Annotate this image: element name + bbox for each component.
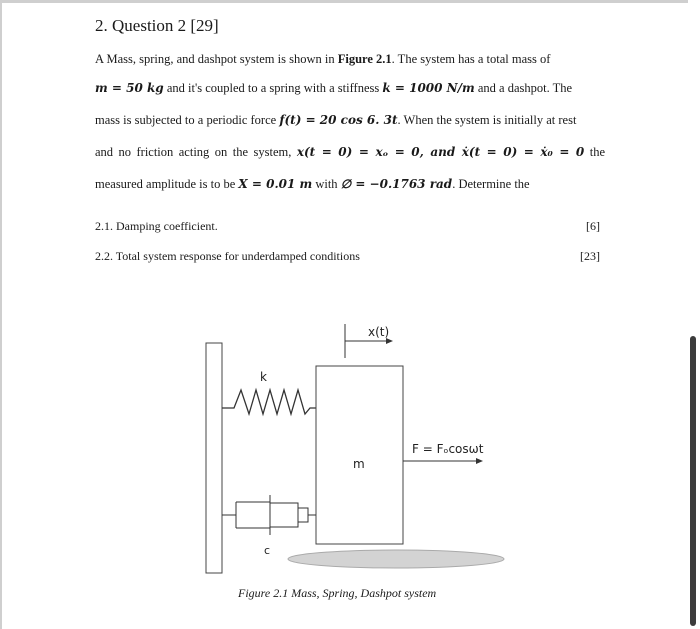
question-heading: 2. Question 2 [29] [95,16,219,35]
force-arrowhead [476,458,483,464]
spring-label: k [260,370,267,384]
fixed-wall [206,343,222,573]
mass-block [316,366,403,544]
mass-value: m = 50 kg [95,81,164,95]
text-span: . The system has a total mass of [391,52,551,66]
dashpot-piston-housing [270,503,298,527]
initial-conditions: x(t = 0) = xₒ = 0, and ẋ(t = 0) = ẋ₀ = 0 [296,145,585,159]
subquestion-marks: [23] [580,249,600,263]
text-span: A Mass, spring, and dashpot system is shown in [95,52,338,66]
damper-label: c [264,544,271,557]
displacement-label: x(t) [368,325,390,339]
subquestion-text: 2.1. Damping coefficient. [95,219,218,233]
stiffness-value: k = 1000 N/m [382,81,475,95]
text-span: the [589,145,606,159]
text-span: mass is subjected to a periodic force [95,113,280,127]
amplitude-value: X = 0.01 m [238,177,313,191]
figure-caption: Figure 2.1 Mass, Spring, Dashpot system [238,586,437,600]
text-span: . Determine the [452,177,530,191]
subquestion-marks: [6] [586,219,600,233]
spring [222,390,316,414]
subquestion-text: 2.2. Total system response for underdamped conditions [95,249,360,263]
phase-value: ∅ = −0.1763 rad [340,177,453,191]
mass-label: m [353,457,365,471]
text-span: . When the system is initially at rest [397,113,577,127]
text-span: measured amplitude is to be [95,177,239,191]
ground-surface [288,550,504,568]
force-equation: f(t) = 20 cos 6. 3t [279,113,398,127]
dashpot-piston-cap [298,508,308,522]
text-span: and no friction acting on the system, [95,145,292,159]
text-span: with [312,177,341,191]
text-span: and it's coupled to a spring with a stiffness [163,81,383,95]
force-label: F = Fₒcosωt [412,442,484,456]
figure-reference: Figure 2.1 [337,52,392,66]
text-span: and a dashpot. The [474,81,573,95]
scrollbar-thumb[interactable] [690,336,696,626]
